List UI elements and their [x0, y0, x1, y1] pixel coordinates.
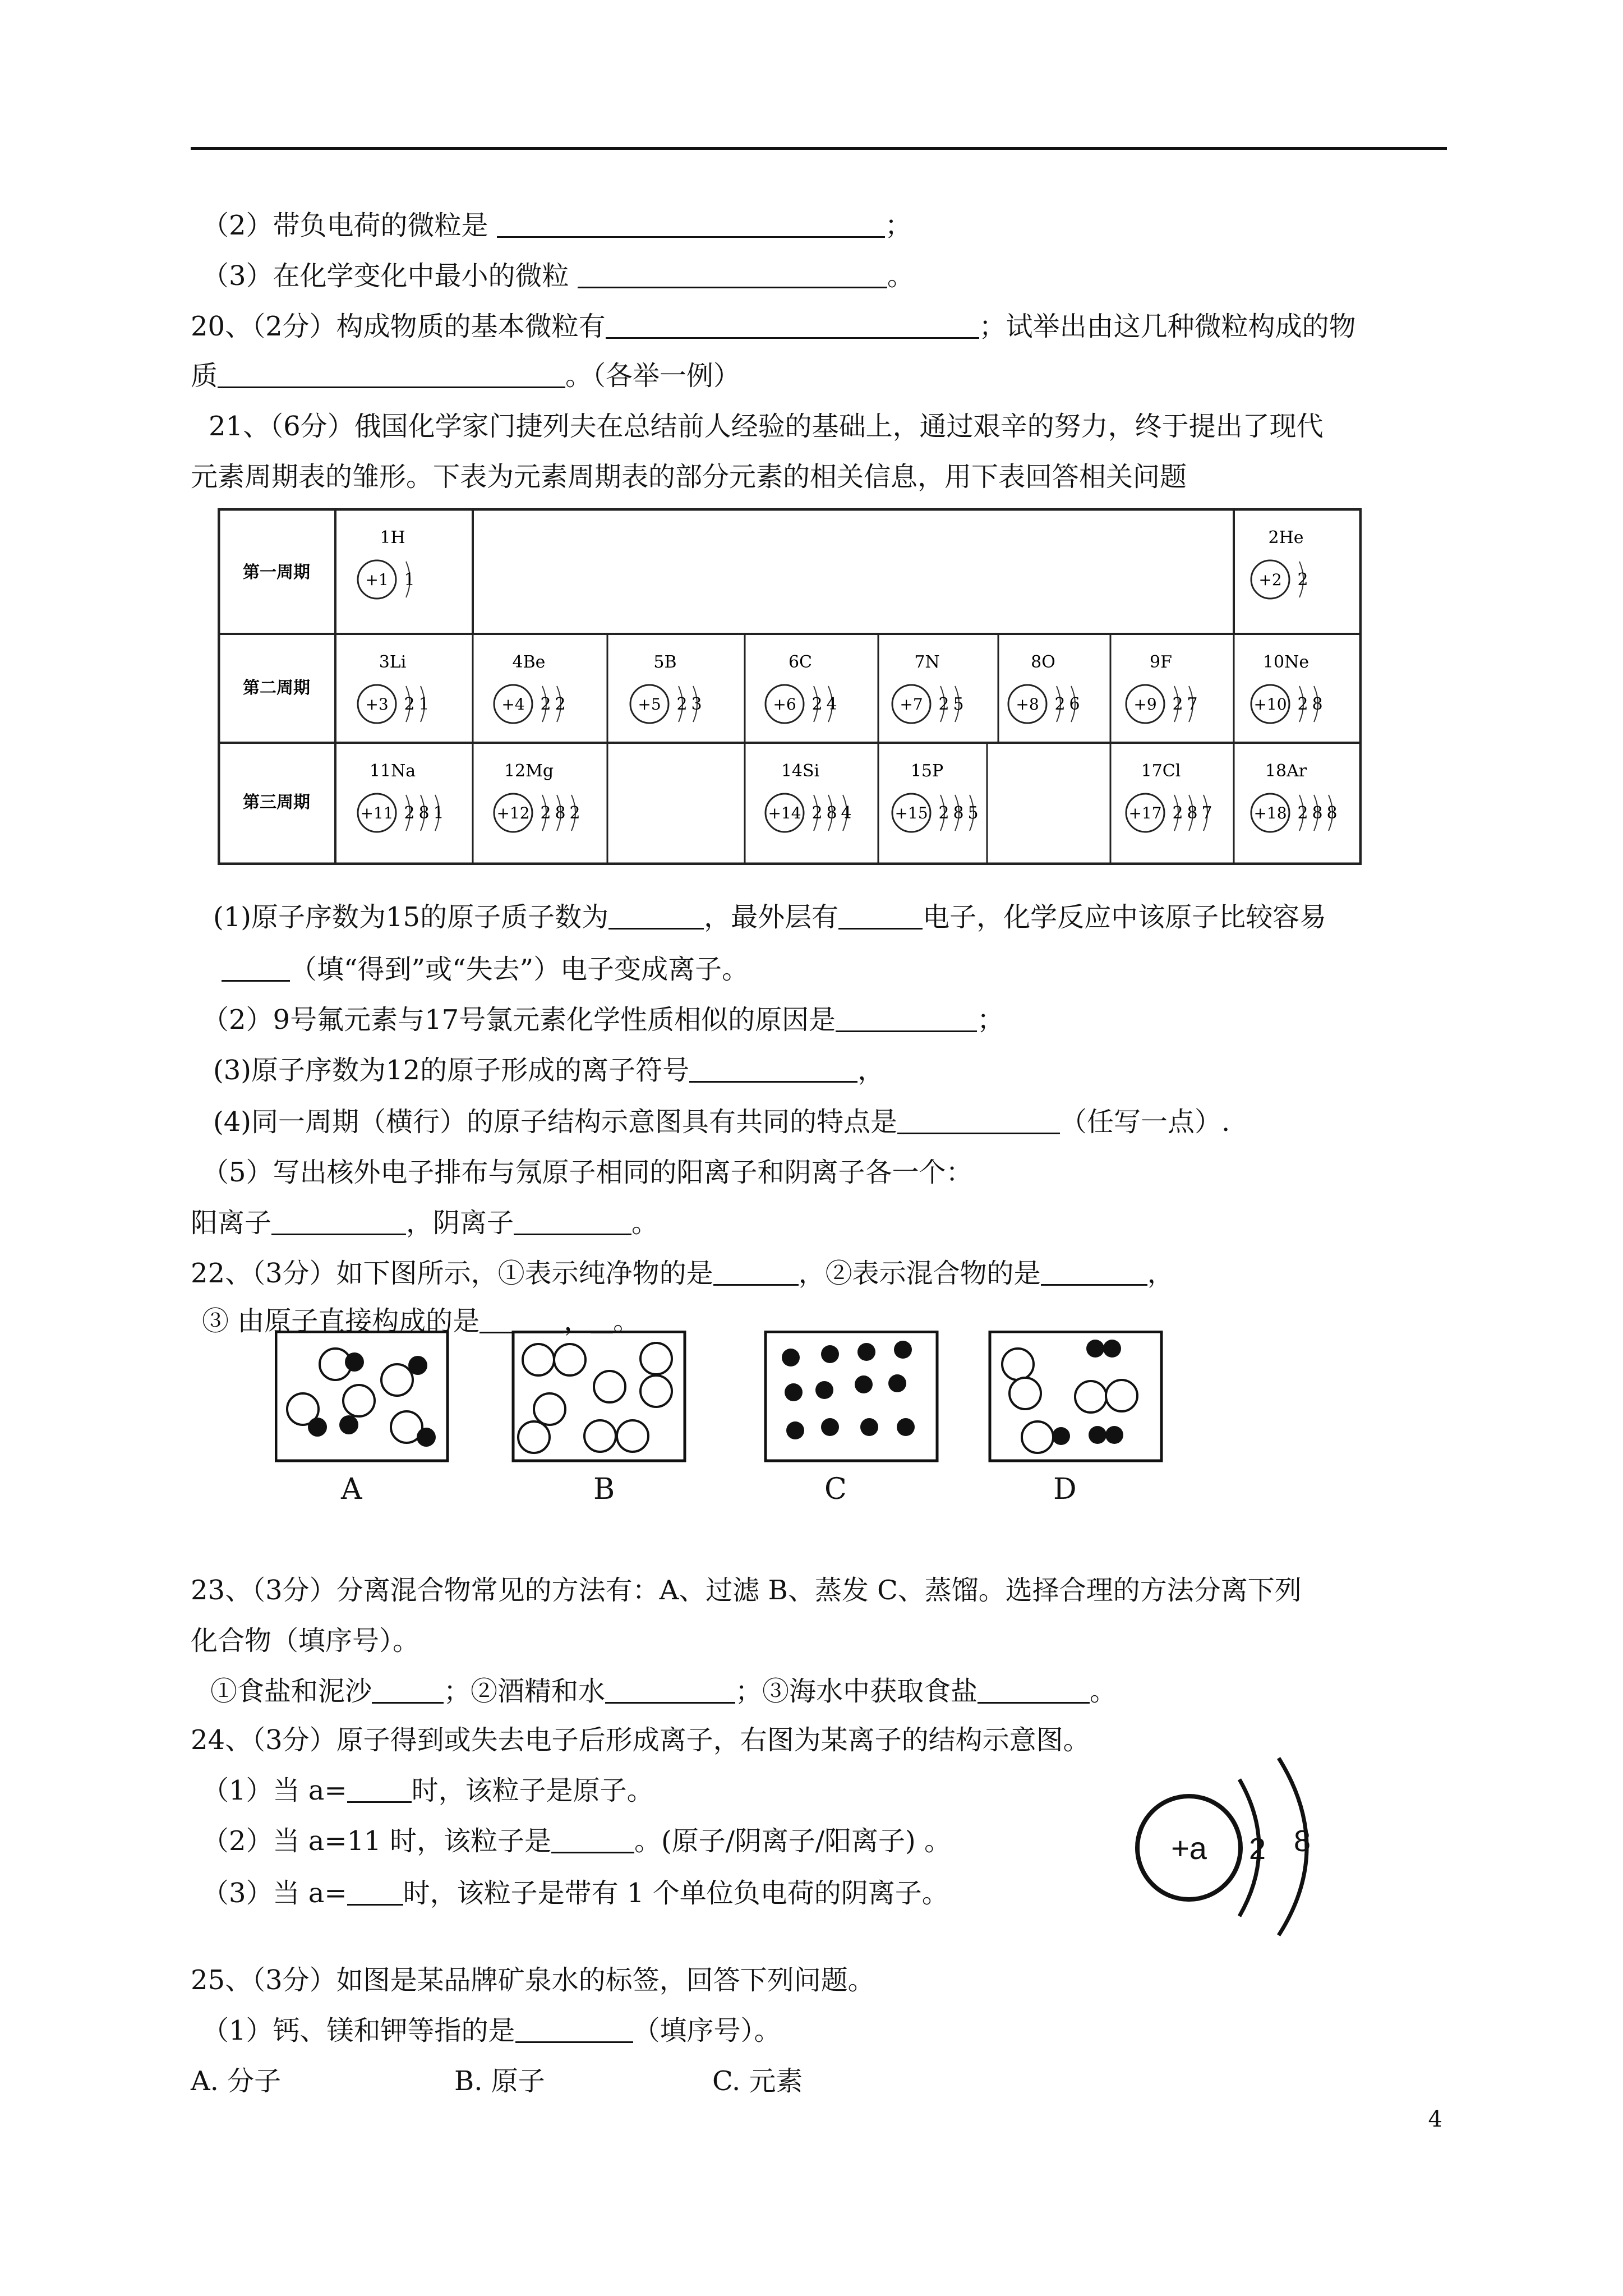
option-c: C. 元素: [712, 2065, 803, 2097]
electron-count: 6: [1069, 694, 1080, 714]
nucleus-charge: +17: [1128, 804, 1162, 822]
nucleus-charge: +15: [895, 804, 928, 822]
answer-blank[interactable]: [218, 361, 565, 388]
element-cell: [358, 652, 430, 723]
electron-count: 2: [540, 803, 551, 823]
electron-count: 1: [418, 694, 430, 714]
ion-structure-diagram: [1127, 1757, 1352, 1936]
answer-blank[interactable]: [897, 1107, 1060, 1134]
element-cell: [766, 652, 837, 723]
line-q24-3: （3）当 a= 时，该粒子是带有 1 个单位负电荷的阴离子。: [202, 1878, 949, 1909]
element-cell: [1251, 761, 1338, 832]
element-cell: [1251, 528, 1308, 599]
ion-shell-1: 2: [1248, 1832, 1266, 1866]
element-cell: [494, 761, 580, 832]
electron-count: 2: [1054, 694, 1066, 714]
answer-blank[interactable]: [578, 261, 887, 288]
line-q21-intro: 21、（6分）俄国化学家门捷列夫在总结前人经验的基础上，通过艰辛的努力，终于提出了现代: [209, 411, 1324, 442]
element-symbol: 6C: [788, 652, 813, 672]
answer-blank[interactable]: [1041, 1258, 1147, 1286]
answer-blank[interactable]: [372, 1676, 444, 1704]
line-q23-c: ①食盐和泥沙 ；②酒精和水 ；③海水中获取食盐 。: [210, 1676, 1117, 1707]
line-q24-2: （2）当 a=11 时，该粒子是 。(原子/阴离子/阳离子) 。: [202, 1825, 952, 1857]
electron-count: 1: [404, 570, 415, 590]
line-q21-3: (3)原子序数为12的原子形成的离子符号 ，: [213, 1055, 885, 1086]
answer-blank[interactable]: [836, 1005, 977, 1032]
element-cell: [358, 761, 444, 832]
nucleus-charge: +18: [1253, 804, 1287, 822]
electron-count: 8: [418, 803, 430, 823]
page-number: 4: [1428, 2106, 1442, 2132]
ion-shell-2: 8: [1293, 1824, 1311, 1858]
nucleus-charge: +6: [773, 695, 796, 714]
nucleus-charge: +1: [365, 570, 389, 589]
electron-count: 2: [676, 694, 688, 714]
element-symbol: 10Ne: [1262, 652, 1310, 672]
element-cell: [892, 761, 979, 832]
element-symbol: 15P: [910, 761, 944, 781]
box-label-d: D: [1053, 1473, 1077, 1506]
element-symbol: 8O: [1031, 652, 1055, 672]
answer-blank[interactable]: [514, 1208, 631, 1235]
element-cell: [494, 652, 566, 723]
line-q24: 24、（3分）原子得到或失去电子后形成离子，右图为某离子的结构示意图。: [191, 1724, 1090, 1756]
electron-count: 4: [826, 694, 837, 714]
electron-count: 5: [953, 694, 964, 714]
box-b-particles: [518, 1343, 672, 1453]
line-q21-1b: （填“得到”或“失去”）电子变成离子。: [222, 953, 749, 986]
answer-blank[interactable]: [347, 1775, 412, 1803]
electron-count: 8: [826, 803, 837, 823]
row-label: 第二周期: [243, 678, 310, 698]
ion-nucleus: +a: [1171, 1830, 1207, 1866]
line-q21-2: （2）9号氟元素与17号氯元素化学性质相似的原因是 ；: [202, 1004, 1004, 1036]
electron-count: 2: [404, 803, 415, 823]
nucleus-charge: +11: [360, 804, 394, 822]
option-a: A. 分子: [191, 2065, 282, 2097]
nucleus-charge: +9: [1133, 695, 1157, 714]
electron-count: 1: [433, 803, 444, 823]
nucleus-charge: +8: [1016, 695, 1039, 714]
line-q21-1: (1)原子序数为15的原子质子数为 ，最外层有 电子，化学反应中该原子比较容易: [213, 901, 1327, 933]
nucleus-charge: +7: [900, 695, 923, 714]
line-q19-2: （2）带负电荷的微粒是 ；: [202, 210, 912, 241]
electron-count: 2: [1297, 570, 1308, 590]
line-q22-b: ③ 由原子直接构成的是 ， 。: [202, 1305, 640, 1337]
line-q25-1: （1）钙、镁和钾等指的是 （填序号）。: [202, 2015, 781, 2046]
answer-blank[interactable]: [515, 2016, 633, 2043]
answer-blank[interactable]: [608, 902, 704, 930]
electron-count: 2: [1297, 803, 1308, 823]
answer-blank[interactable]: [271, 1208, 406, 1235]
electron-count: 5: [967, 803, 979, 823]
answer-blank[interactable]: [605, 1676, 735, 1704]
element-cell: [1251, 652, 1323, 723]
answer-blank[interactable]: [347, 1878, 403, 1906]
electron-count: 2: [1297, 694, 1308, 714]
nucleus-charge: +3: [365, 695, 389, 714]
element-symbol: 4Be: [512, 652, 546, 672]
element-symbol: 3Li: [379, 652, 407, 672]
box-label-b: B: [593, 1473, 615, 1506]
row-label: 第三周期: [243, 793, 310, 812]
line-q21-4: (4)同一周期（横行）的原子结构示意图具有共同的特点是 （任写一点）.: [213, 1106, 1230, 1138]
element-cell: [1126, 652, 1198, 723]
element-symbol: 7N: [914, 652, 940, 672]
answer-blank[interactable]: [591, 1306, 613, 1333]
element-symbol: 11Na: [369, 761, 416, 781]
line-q24-1: （1）当 a= 时，该粒子是原子。: [202, 1775, 654, 1806]
answer-blank[interactable]: [713, 1258, 799, 1286]
line-q21-5b: 阳离子 ，阴离子 。: [191, 1207, 659, 1239]
box-label-a: A: [341, 1473, 362, 1506]
element-symbol: 2He: [1268, 528, 1304, 547]
line-q22: 22、（3分）如下图所示，①表示纯净物的是 ，②表示混合物的是 ，: [191, 1258, 1174, 1289]
nucleus-charge: +5: [638, 695, 661, 714]
element-symbol: 5B: [653, 652, 677, 672]
periodic-table: [218, 508, 1362, 865]
electron-count: 4: [841, 803, 852, 823]
line-q20: 20、（2分）构成物质的基本微粒有 ；试举出由这几种微粒构成的物: [191, 311, 1356, 342]
answer-blank[interactable]: [551, 1826, 634, 1853]
element-symbol: 12Mg: [504, 761, 554, 781]
element-cell: [1008, 652, 1080, 723]
element-symbol: 17Cl: [1141, 761, 1181, 781]
electron-count: 8: [953, 803, 964, 823]
element-cell: [1126, 761, 1212, 832]
answer-blank[interactable]: [978, 1676, 1090, 1704]
line-q23-b: 化合物（填序号）。: [191, 1625, 420, 1657]
electron-count: 2: [938, 803, 949, 823]
electron-count: 7: [1187, 694, 1198, 714]
answer-blank[interactable]: [479, 1306, 564, 1333]
answer-blank[interactable]: [606, 311, 979, 339]
nucleus-charge: +4: [501, 695, 525, 714]
electron-count: 2: [1172, 694, 1183, 714]
element-cell: [630, 652, 702, 723]
electron-count: 7: [1201, 803, 1212, 823]
electron-count: 2: [540, 694, 551, 714]
header-rule: [191, 147, 1447, 150]
option-b: B. 原子: [454, 2065, 545, 2097]
box-label-c: C: [824, 1473, 847, 1506]
line-q25: 25、（3分）如图是某品牌矿泉水的标签，回答下列问题。: [191, 1964, 875, 1996]
element-cell: [766, 761, 852, 832]
electron-count: 3: [691, 694, 702, 714]
element-symbol: 1H: [380, 528, 405, 547]
electron-count: 2: [404, 694, 415, 714]
nucleus-charge: +12: [496, 804, 530, 822]
electron-count: 8: [555, 803, 566, 823]
electron-count: 8: [1312, 803, 1323, 823]
answer-blank[interactable]: [689, 1055, 857, 1083]
electron-count: 8: [1326, 803, 1338, 823]
electron-count: 2: [1172, 803, 1183, 823]
electron-count: 8: [1187, 803, 1198, 823]
electron-count: 2: [555, 694, 566, 714]
answer-blank[interactable]: [222, 954, 290, 982]
electron-count: 8: [1312, 694, 1323, 714]
answer-blank[interactable]: [838, 902, 923, 930]
element-symbol: 18Ar: [1265, 761, 1307, 781]
line-q21-intro-b: 元素周期表的雏形。下表为元素周期表的部分元素的相关信息，用下表回答相关问题: [191, 461, 1187, 493]
line-q20-b: 质 。（各举一例）: [191, 360, 741, 392]
nucleus-charge: +2: [1258, 570, 1282, 589]
electron-count: 2: [811, 694, 823, 714]
nucleus-charge: +14: [768, 804, 801, 822]
particle-diagrams: [275, 1331, 1340, 1471]
row-label: 第一周期: [243, 563, 310, 582]
line-q21-5: （5）写出核外电子排布与氖原子相同的阳离子和阴离子各一个：: [202, 1157, 973, 1188]
electron-count: 2: [811, 803, 823, 823]
element-symbol: 14Si: [781, 761, 820, 781]
element-cell: [892, 652, 964, 723]
electron-count: 2: [938, 694, 949, 714]
line-q19-3: （3）在化学变化中最小的微粒 。: [202, 260, 914, 292]
answer-blank[interactable]: [497, 210, 885, 238]
element-symbol: 9F: [1150, 652, 1172, 672]
element-cell: [358, 528, 415, 599]
nucleus-charge: +10: [1253, 695, 1287, 714]
line-q23: 23、（3分）分离混合物常见的方法有：A、过滤 B、蒸发 C、蒸馏。选择合理的方法分离下列: [191, 1575, 1302, 1606]
electron-count: 2: [569, 803, 580, 823]
box-c-particles: [782, 1341, 915, 1439]
